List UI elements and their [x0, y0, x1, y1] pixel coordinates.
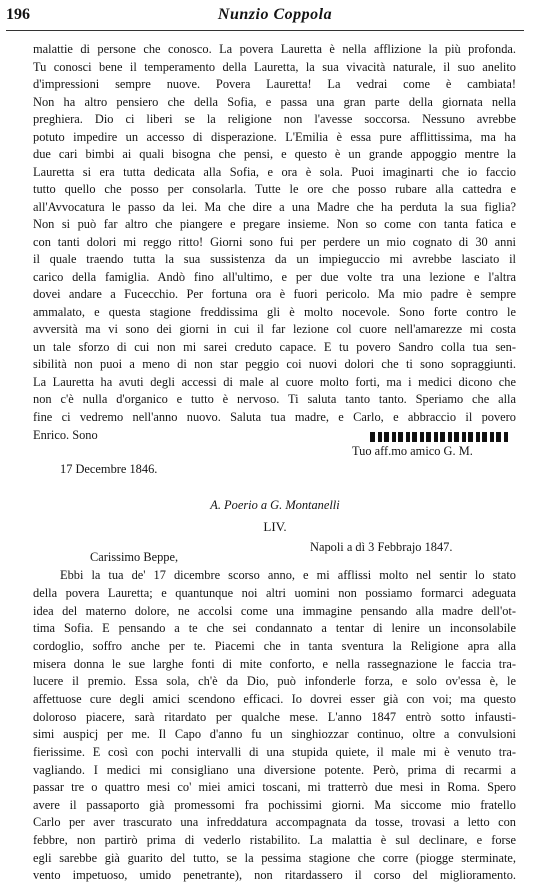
- letter-1-line: il quale traendo tutta la sua sussistenza da un impieguccio mi avrebbe lasciato il: [33, 252, 516, 266]
- letter-2-line: vento impetuoso, umido penetrante), non ritardassero il corso del miglioramento.: [33, 868, 516, 883]
- letter-1-last-line: Enrico. Sono: [33, 428, 98, 442]
- salutation: Carissimo Beppe,: [90, 550, 179, 564]
- letter-1-line: La Lauretta ha avuti degli accessi di male al cuore molto forti, ma i medici dicono che: [33, 374, 516, 389]
- letter-1-line: sibilità non puoi a meno di non star peggio coi nuovi dolori che ti sono sopraggiunti.: [33, 357, 516, 371]
- letter-1-line: Non si può far altro che piangere e pregare insieme. Non so come con tanta fatica e: [33, 217, 516, 231]
- running-title: Nunzio Coppola: [217, 6, 333, 23]
- letter-1-line: due cari bimbi ai quali bisogna che pensi, e questo è un grande appoggio mentre la: [33, 147, 516, 161]
- letter-2-line: idea del materno dolore, ne accolsi come una immagine pensando alla madre dell'ot-: [33, 603, 516, 618]
- letter-2-line: Carlo per aver trascurato una infreddatura accompagnata da tosse, trovasi a letto con: [33, 815, 516, 830]
- page-header: [0, 6, 550, 28]
- letter-1-line: avversità ma vi sono dei giorni in cui il far lezione col cuore nell'amarezze mi costa: [33, 322, 516, 336]
- letter-1-line: potuto impedire un accesso di disperazione. L'Emilia è essa pure afflittissima, ma ha: [33, 129, 516, 144]
- letter-2-line: febbre, non partirò prima di vederlo ristabilito. La malattia è sul declinare, e forse: [33, 833, 516, 848]
- letter-2-line: vagliando. I medici mi consigliano una diversione potente. Però, prima di recarmi a: [33, 762, 516, 777]
- letter-2-line: affettuose cure degli amici scendono efficaci. Io dovrei esser già con voi; ma questo: [33, 691, 516, 706]
- letter-2-line: della povera Lauretta; e quantunque noi altri uomini non possiamo formarci adeguata: [33, 586, 516, 600]
- letter-1-line: dovei andare a Fucecchio. Per fortuna ora è fuori pericolo. Ma mio padre è sempre: [33, 287, 516, 301]
- letter-2-line: cordoglio, soffro anche per te. Piacemi che in tanta sventura la Religione apra alla: [33, 638, 516, 653]
- letter-1-line: preghiera. Dio ci liberi se la religione non l'avesse soccorsa. Nessuno avrebbe: [33, 112, 516, 126]
- letter-1-date: 17 Decembre 1846.: [60, 462, 158, 476]
- letter-1-line: Tu conosci bene il temperamento della Lauretta, la sua vivacità naturale, il suo anelito: [33, 59, 516, 74]
- letter-1-line: d'impressioni sempre nuove. Povera Lauretta! La vedrai come è cambiata!: [33, 77, 516, 91]
- letter-2-heading: A. Poerio a G. Montanelli: [210, 498, 340, 512]
- letter-1-line: tutto quello che posso per consolarla. Tutte le ore che posso rubare alla cattedra e: [33, 182, 516, 196]
- letter-1-line: all'Avvocatura le passo da lei. Ma che dire a una Madre che ha perduta la sua figlia?: [33, 199, 516, 214]
- letter-2-line: fierissime. E così con pochi intervalli di una stupida quiete, il male mi è venuto tra-: [33, 744, 516, 759]
- letter-2-line: avere il passaporto già promessomi fra pochissimi giorni. Ma siccome mio fratello: [33, 797, 516, 812]
- signature: Tuo aff.mo amico G. M.: [352, 444, 473, 458]
- censored-mark: [370, 432, 510, 442]
- letter-number: LIV.: [263, 519, 287, 534]
- letter-2-line: lucere il premio. Essa sola, ch'è da Dio, può infonderle forza, e solo ov'essa è, le: [33, 674, 516, 689]
- letter-1-line: fine ci vedremo nell'anno nuovo. Saluta tua madre, e Carlo, e abbraccio il povero: [33, 409, 516, 424]
- letter-2-line: misera donna le sue larghe fonti di mite conforto, e nella rassegnazione le faccia tra-: [33, 656, 516, 671]
- letter-1-line: malattie di persone che conosco. La povera Lauretta è nella afflizione la più profonda.: [33, 42, 516, 56]
- header-rule: [6, 30, 524, 31]
- letter-2-line: passar tre o quattro mesi co' miei amici toscani, mi tratterrò due mesi in Roma. Spero: [33, 780, 516, 795]
- letter-2-line: egli sarebbe già guarito del tutto, se la pessima stagione che corre (piogge sterminate,: [33, 850, 516, 865]
- letter-2-first-line: Ebbi la tua de' 17 dicembre scorso anno, e mi afflissi molto nel sentir lo stato: [60, 568, 516, 582]
- letter-2-line: simi auspicj per me. Il Capo d'anno fu un singhiozzar continuo, oltre a convulsioni: [33, 727, 516, 742]
- letter-2-line: doloroso piacere, sarà ritardato per qualche mese. L'anno 1847 entrò sotto infausti-: [33, 709, 516, 724]
- letter-1-line: Lauretta si era tutta dedicata alla Sofia, e ora è sola. Puoi imaginarti che io faccio: [33, 164, 516, 179]
- letter-1-line: Non ha altro pensiero che della Sofia, e passa una gran parte della giornata nella: [33, 94, 516, 109]
- letter-1-line: ammalato, e questa stagione freddissima gli è molto nocevole. Sono forte contro le: [33, 304, 516, 319]
- page-number: 196: [6, 6, 30, 23]
- letter-1-line: con tanti dolori mi reggo ritto! Giorni sono fui per perdere un mio cognato di 30 anni: [33, 234, 516, 249]
- letter-1-line: un tale sforzo di cui non mi sarei creduto capace. E tu povero Sandro colla tua sen-: [33, 339, 516, 354]
- place-date: Napoli a dì 3 Febbrajo 1847.: [310, 540, 453, 554]
- letter-2-line: tima Sofia. E pensando a te che sei condannato a tentar di lenire un inconsolabile: [33, 621, 516, 636]
- letter-1-line: carico della famiglia. Andò fino all'ultimo, e per due volte tra una lezione e l'altra: [33, 269, 516, 284]
- letter-1-line: non c'è nulla d'organico e tutto è nervoso. Ti saluta tanto tanto. Speriamo che alla: [33, 392, 516, 406]
